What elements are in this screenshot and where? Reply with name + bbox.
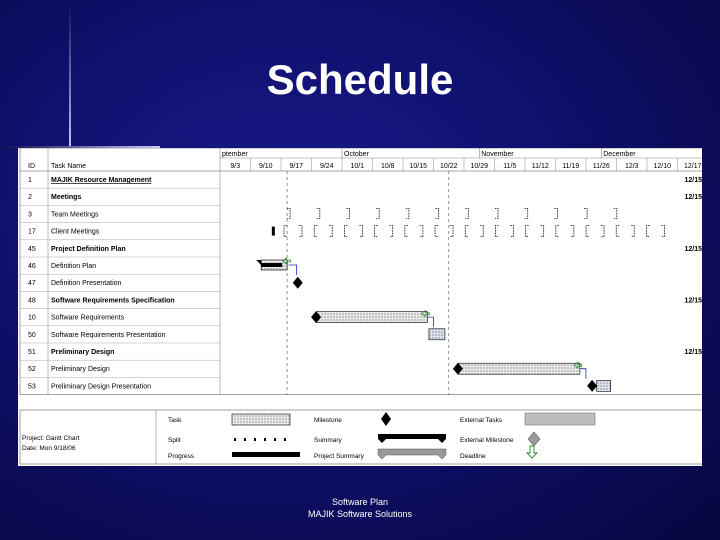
legend-split-symbol <box>234 438 236 441</box>
week-label: 10/1 <box>350 163 365 170</box>
legend-label: External Milestone <box>460 437 514 444</box>
week-label: 12/3 <box>624 163 639 170</box>
legend-split-symbol <box>284 438 286 441</box>
legend-date: Date: Mon 9/18/06 <box>22 445 76 452</box>
task-name: Preliminary Design <box>51 366 110 374</box>
week-label: 11/5 <box>503 163 517 170</box>
gantt-panel <box>18 148 702 466</box>
task-id: 48 <box>28 297 36 305</box>
task-id: 53 <box>28 383 36 391</box>
task-name: MAJIK Resource Management <box>51 177 152 184</box>
week-label: 9/10 <box>258 163 273 170</box>
legend-split-symbol <box>274 438 276 441</box>
client-meeting-progress-mark <box>272 227 275 236</box>
task-id: 52 <box>28 366 36 374</box>
task-id: 45 <box>28 245 36 253</box>
week-label: 10/29 <box>470 163 489 170</box>
column-header-id: ID <box>28 163 35 170</box>
gantt-chart <box>18 148 702 466</box>
week-label: 12/17 <box>683 163 702 170</box>
pd-presentation-bar <box>597 380 611 391</box>
task-id: 17 <box>28 228 36 236</box>
task-name: Software Requirements Presentation <box>51 331 166 339</box>
task-name: Definition Plan <box>51 263 97 270</box>
task-id: 47 <box>28 280 36 288</box>
week-label: 9/17 <box>289 163 304 170</box>
task-name: Software Requirements <box>51 314 125 322</box>
task-name: Project Definition Plan <box>51 245 126 253</box>
task-name: Preliminary Design <box>51 349 115 356</box>
task-id: 1 <box>28 177 32 184</box>
legend-progress-symbol <box>232 452 300 457</box>
month-label-october: October <box>344 151 369 158</box>
week-label: 11/19 <box>562 163 580 170</box>
task-name: Preliminary Design Presentation <box>51 383 151 391</box>
month-label-ptember: ptember <box>222 151 248 158</box>
task-id: 51 <box>28 349 36 356</box>
definition-plan-progress <box>261 263 282 267</box>
legend-label: Summary <box>314 437 342 444</box>
task-id: 50 <box>28 331 36 339</box>
legend-label: External Tasks <box>460 417 503 424</box>
legend-label: Task <box>168 417 182 424</box>
legend-task-symbol <box>232 414 290 425</box>
column-header-task-name: Task Name <box>51 163 87 170</box>
task-name: Definition Presentation <box>51 280 122 288</box>
week-label: 10/22 <box>439 163 458 170</box>
month-label-november: November <box>481 151 514 158</box>
task-id: 10 <box>28 314 36 322</box>
task-id: 3 <box>28 211 32 219</box>
legend-label: Project Summary <box>314 453 364 460</box>
week-label: 10/8 <box>380 163 395 170</box>
software-requirements-bar <box>316 312 427 323</box>
legend-label: Split <box>168 437 181 444</box>
task-id: 2 <box>28 194 32 202</box>
month-label-december: December <box>603 151 636 158</box>
legend-project: Project: Gantt Chart <box>22 435 80 442</box>
slide-title: Schedule <box>266 56 454 103</box>
legend-split-symbol <box>254 438 256 441</box>
legend-label: Deadline <box>460 453 486 460</box>
task-name: Client Meetings <box>51 228 100 236</box>
week-label: 11/26 <box>592 163 610 170</box>
legend-split-symbol <box>264 438 266 441</box>
legend-label: Progress <box>168 453 195 460</box>
summary-end-label: 12/15 <box>684 194 702 202</box>
summary-end-label: 12/15 <box>684 297 702 305</box>
task-name: Software Requirements Specification <box>51 297 175 305</box>
summary-end-label: 12/15 <box>684 245 702 253</box>
week-label: 9/24 <box>319 163 334 170</box>
footer-line-1: Software Plan <box>331 497 389 507</box>
legend-external-tasks-symbol <box>525 413 595 425</box>
task-name: Team Meetings <box>51 211 99 219</box>
summary-end-label: 12/15 <box>684 349 702 356</box>
week-label: 12/10 <box>653 163 672 170</box>
week-label: 11/12 <box>531 163 549 170</box>
gantt-table-frame <box>20 148 702 395</box>
footer-line-2: MAJIK Software Solutions <box>307 509 413 519</box>
summary-end-label: 12/15 <box>684 177 702 184</box>
srs-presentation-bar <box>429 329 445 340</box>
week-label: 10/15 <box>409 163 428 170</box>
legend-label: Milestone <box>314 417 342 424</box>
legend-split-symbol <box>244 438 246 441</box>
task-name: Meetings <box>51 194 82 202</box>
preliminary-design-bar <box>458 363 580 374</box>
task-id: 46 <box>28 263 36 270</box>
week-label: 9/3 <box>230 163 241 170</box>
